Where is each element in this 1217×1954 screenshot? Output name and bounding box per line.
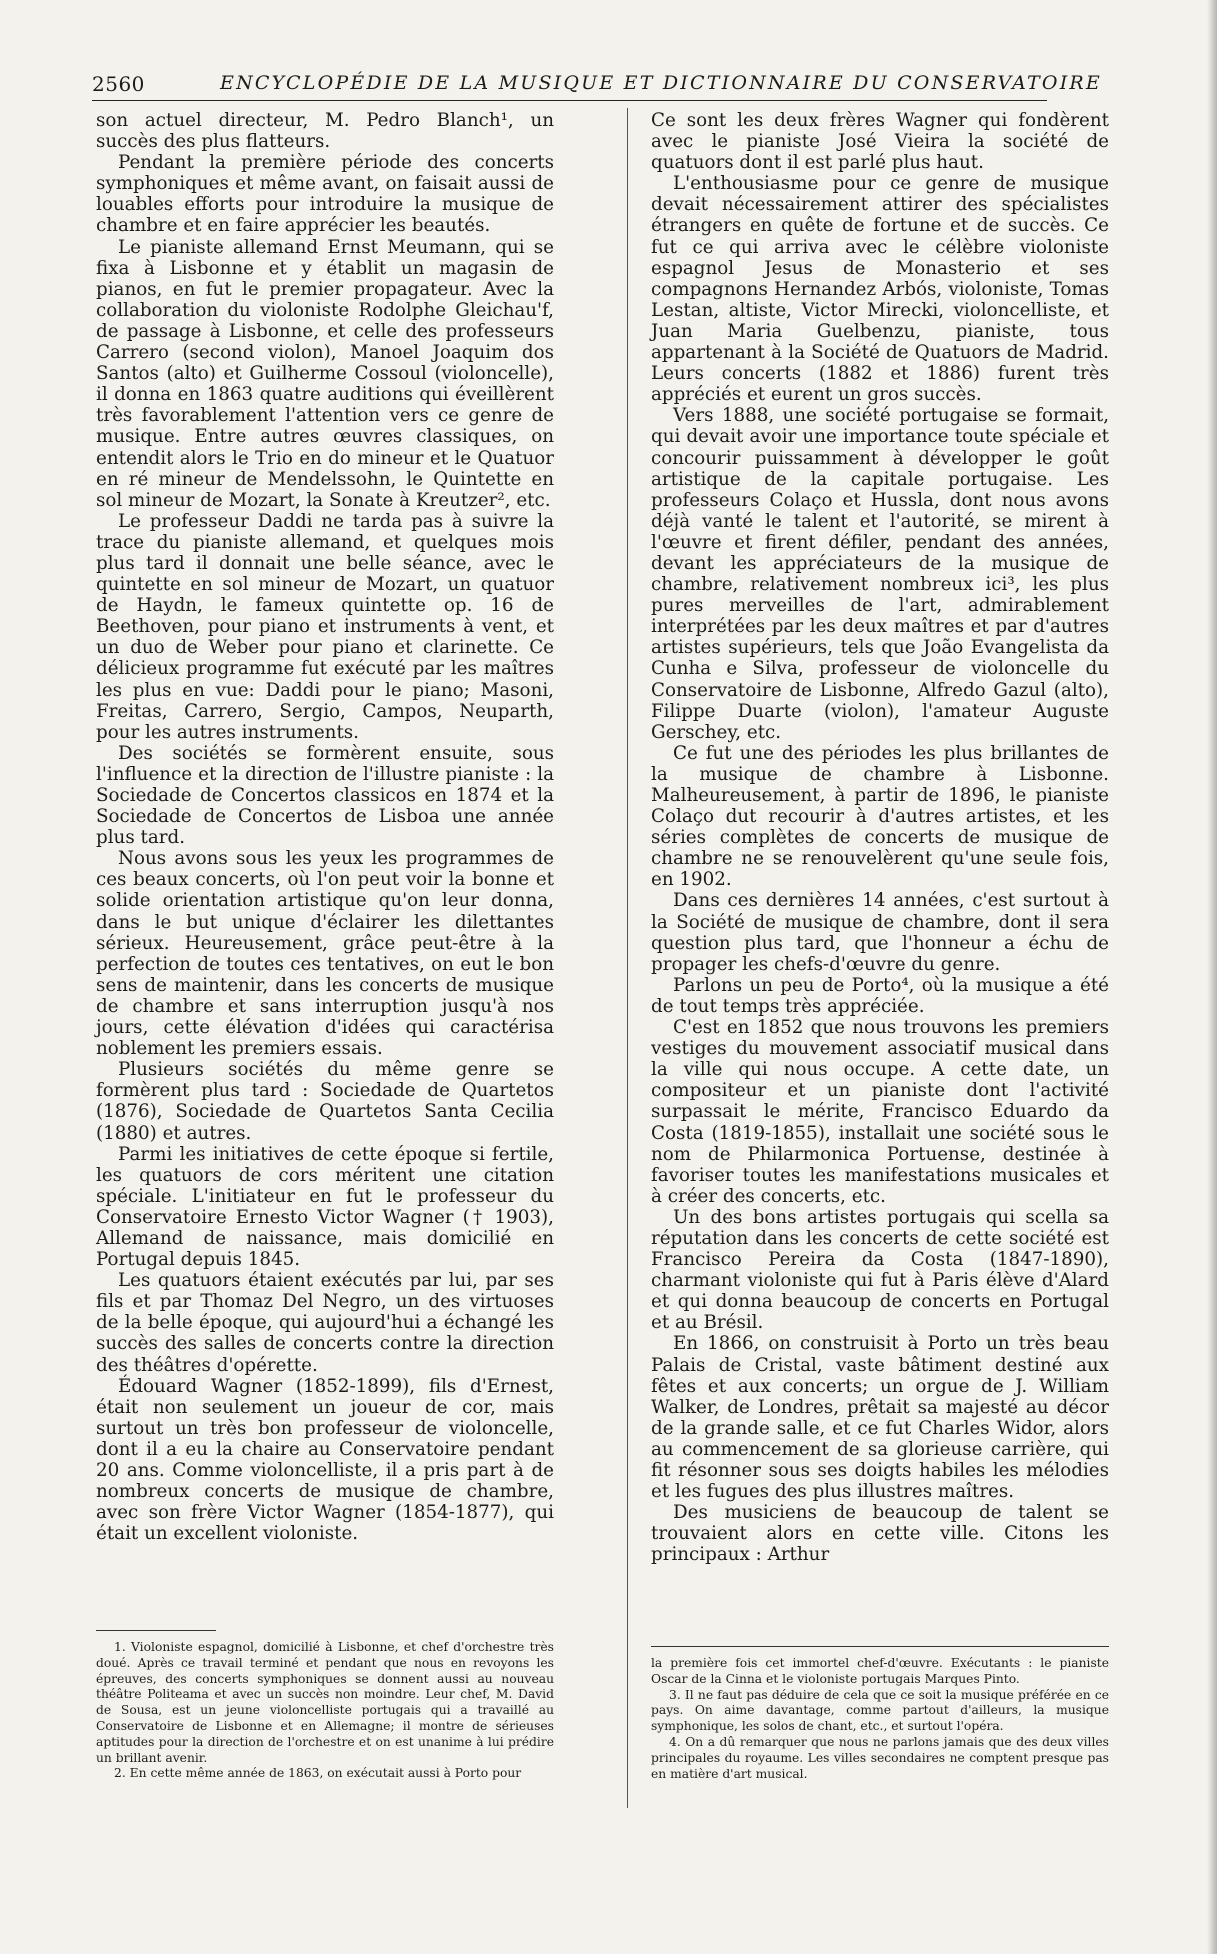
footnote-rule-right xyxy=(651,1646,1109,1647)
column-divider xyxy=(627,108,628,1808)
running-title: ENCYCLOPÉDIE DE LA MUSIQUE ET DICTIONNAIRE DU CONSERVATOIRE xyxy=(220,72,1102,94)
paragraph: son actuel directeur, M. Pedro Blanch¹, un succès des plus flatteurs. xyxy=(96,110,554,153)
paragraph: Des musiciens de beaucoup de talent se trouvaient alors en cette ville. Citons les principaux : Arthur xyxy=(651,1502,1109,1566)
paragraph: Ce fut une des périodes les plus brillantes de la musique de chambre à Lisbonne. Malheureusement, à partir de 1896, le pianiste Colaço dut recourir à d'autres artistes, et les séries complètes de concerts de musique de chambre ne se renouvelèrent qu'une seule fois, en 1902. xyxy=(651,742,1109,891)
paragraph: Parmi les initiatives de cette époque si fertile, les quatuors de cors méritent une citation spéciale. L'initiateur en fut le professeur du Conservatoire Ernesto Victor Wagner († 1903), Allemand de naissance, mais domicilié en Portugal depuis 1845. xyxy=(96,1143,554,1271)
paragraph: Nous avons sous les yeux les programmes de ces beaux concerts, où l'on peut voir la bonne et solide orientation artistique qu'on leur donna, dans le but unique d'éclairer les dilettantes sérieux. Heureusement, grâce peut-être à la perfection de toutes ces tentatives, on eut le bon sens de maintenir, dans les concerts de musique de chambre et sans interruption jusqu'à nos jours, cette élévation d'idées qui caractérisa noblement les premiers essais. xyxy=(96,848,554,1060)
paragraph: Ce sont les deux frères Wagner qui fondèrent avec le pianiste José Vieira la société de quatuors dont il est parlé plus haut. xyxy=(651,110,1109,174)
paragraph: Un des bons artistes portugais qui scella sa réputation dans les concerts de cette société est Francisco Pereira da Costa (1847-1890), charmant violoniste qui fut à Paris élève d'Alard et qui donna beaucoup de concerts en Portugal et au Brésil. xyxy=(651,1206,1109,1334)
footnote: 2. En cette même année de 1863, on exécutait aussi à Porto pour xyxy=(114,1766,522,1781)
paragraph: Les quatuors étaient exécutés par lui, par ses fils et par Thomaz Del Negro, un des virtuoses de la belle époque, qui aujourd'hui a échangé les succès des salles de concerts contre la direction des théâtres d'opérette. xyxy=(96,1270,554,1376)
left-column xyxy=(96,110,554,1544)
footnotes-left xyxy=(96,1640,554,1782)
page-number: 2560 xyxy=(92,72,145,96)
footnote: 4. On a dû remarquer que nous ne parlons jamais que des deux villes principales du royaume. Les villes secondaires ne comptent presque pas en matière d'art musical. xyxy=(651,1734,1109,1781)
paragraph: Vers 1888, une société portugaise se formait, qui devait avoir une importance toute spéciale et concourir puissamment à développer le goût artistique de la capitale portugaise. Les professeurs Colaço et Hussla, dont nous avons déjà vanté le talent et l'autorité, se mirent à l'œuvre et firent défiler, pendant des années, devant les appréciateurs de la musique de chambre, relativement nombreux ici³, les plus pures merveilles de l'art, admirablement interprétées par les deux maîtres et par d'autres artistes supérieurs, tels que João Evangelista da Cunha e Silva, professeur de violoncelle du Conservatoire de Lisbonne, Alfredo Gazul (alto), Filippe Duarte (violon), l'amateur Auguste Gerschey, etc. xyxy=(651,405,1109,743)
paragraph: En 1866, on construisit à Porto un très beau Palais de Cristal, vaste bâtiment destiné aux fêtes et aux concerts; un orgue de J. William Walker, de Londres, prêtait sa majesté au décor de la grande salle, et ce fut Charles Widor, alors au commencement de sa glorieuse carrière, qui fit résonner sous ses doigts habiles les mélodies et les fugues des plus illustres maîtres. xyxy=(651,1333,1109,1503)
paragraph: Parlons un peu de Porto⁴, où la musique a été de tout temps très appréciée. xyxy=(651,974,1109,1017)
paragraph: Plusieurs sociétés du même genre se formèrent plus tard : Sociedade de Quartetos (1876), Sociedade de Quartetos Santa Cecilia (1880) et autres. xyxy=(96,1059,554,1144)
paragraph: Le professeur Daddi ne tarda pas à suivre la trace du pianiste allemand, et quelques mois plus tard il donnait une belle séance, avec le quintette en sol mineur de Mozart, un quatuor de Haydn, le fameux quintette op. 16 de Beethoven, pour piano et instruments à vent, et un duo de Weber pour piano et clarinette. Ce délicieux programme fut exécuté par les maîtres les plus en vue: Daddi pour le piano; Masoni, Freitas, Carrero, Sergio, Campos, Neuparth, pour les autres instruments. xyxy=(96,510,554,743)
page-edge-shadow xyxy=(1207,0,1217,1954)
paragraph: L'enthousiasme pour ce genre de musique devait nécessairement attirer des spécialistes étrangers en quête de fortune et de succès. Ce fut ce qui arriva avec le célèbre violoniste espagnol Jesus de Monasterio et ses compagnons Hernandez Arbós, violoniste, Tomas Lestan, altiste, Victor Mirecki, violoncelliste, et Juan Maria Guelbenzu, pianiste, tous appartenant à la Société de Quatuors de Madrid. Leurs concerts (1882 et 1886) furent très appréciés et eurent un gros succès. xyxy=(651,173,1109,406)
paragraph: Pendant la première période des concerts symphoniques et même avant, on faisait aussi de louables efforts pour introduire la musique de chambre et en faire apprécier les beautés. xyxy=(96,152,554,237)
paragraph: Le pianiste allemand Ernst Meumann, qui se fixa à Lisbonne et y établit un magasin de pianos, en fut le premier propagateur. Avec la collaboration du violoniste Rodolphe Gleichau'f, de passage à Lisbonne, et celle des professeurs Carrero (second violon), Manoel Joaquim dos Santos (alto) et Guilherme Cossoul (violoncelle), il donna en 1863 quatre auditions qui éveillèrent très favorablement l'attention vers ce genre de musique. Entre autres œuvres classiques, on entendit alors le Trio en do mineur et le Quatuor en ré mineur de Mendelssohn, le Quintette en sol mineur de Mozart, la Sonate à Kreutzer², etc. xyxy=(96,236,554,511)
footnote: 1. Violoniste espagnol, domicilié à Lisbonne, et chef d'orchestre très doué. Après ce travail terminé et pendant que nous en revoyons les épreuves, des concerts symphoniques se donnent aussi au nouveau théâtre Politeama et avec un succès non moindre. Leur chef, M. David de Sousa, est un jeune violoncelliste portugais qui a travaillé au Conservatoire de Lisbonne et en Allemagne; il montre de sérieuses aptitudes pour la direction de l'orchestre et on est unanime à lui prédire un brillant avenir. xyxy=(96,1640,554,1765)
paragraph: Dans ces dernières 14 années, c'est surtout à la Société de musique de chambre, dont il sera question plus tard, que l'honneur a échu de propager les chefs-d'œuvre du genre. xyxy=(651,890,1109,975)
footnote: la première fois cet immortel chef-d'œuvre. Exécutants : le pianiste Oscar de la Cinna et le violoniste portugais Marques Pinto. xyxy=(651,1656,1109,1686)
page-header xyxy=(92,72,1102,101)
footnotes-right xyxy=(651,1656,1109,1782)
paragraph: Des sociétés se formèrent ensuite, sous l'influence et la direction de l'illustre pianiste : la Sociedade de Concertos classicos en 1874 et la Sociedade de Concertos de Lisboa une année plus tard. xyxy=(96,742,554,849)
right-column xyxy=(651,110,1109,1565)
paragraph: Édouard Wagner (1852-1899), fils d'Ernest, était non seulement un joueur de cor, mais surtout un très bon professeur de violoncelle, dont il a eu la chaire au Conservatoire pendant 20 ans. Comme violoncelliste, il a pris part à de nombreux concerts de musique de chambre, avec son frère Victor Wagner (1854-1877), qui était un excellent violoniste. xyxy=(96,1375,554,1545)
footnote-rule-left xyxy=(96,1630,216,1631)
paragraph: C'est en 1852 que nous trouvons les premiers vestiges du mouvement associatif musical dans la ville qui nous occupe. A cette date, un compositeur et un pianiste dont l'activité surpassait le mérite, Francisco Eduardo da Costa (1819-1855), installait une société sous le nom de Philarmonica Portuense, destinée à favoriser toutes les manifestations musicales et à créer des concerts, etc. xyxy=(651,1017,1109,1207)
footnote: 3. Il ne faut pas déduire de cela que ce soit la musique préférée en ce pays. On aime davantage, comme partout d'ailleurs, la musique symphonique, les solos de chant, etc., et surtout l'opéra. xyxy=(651,1687,1109,1734)
